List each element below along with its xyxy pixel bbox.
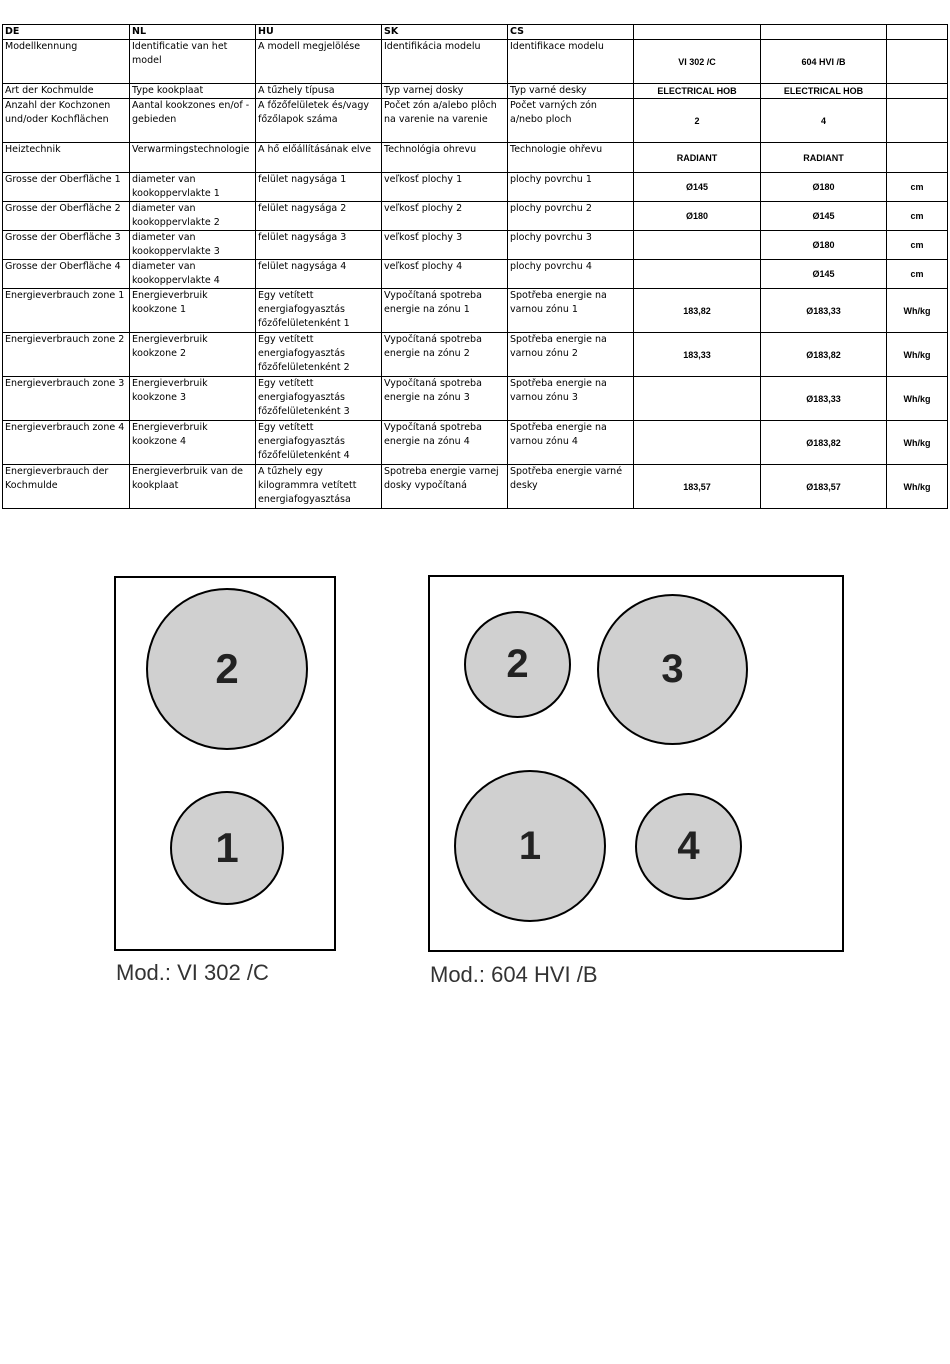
- label-cell: Vypočítaná spotreba energie na zónu 2: [382, 333, 508, 377]
- label-cell: Energieverbrauch zone 3: [3, 377, 130, 421]
- specification-table: [2, 24, 948, 509]
- label-cell: Type kookplaat: [130, 84, 256, 99]
- value-cell: 183,33: [634, 333, 761, 377]
- label-cell: Vypočítaná spotreba energie na zónu 3: [382, 377, 508, 421]
- zone-number: 1: [215, 824, 239, 871]
- hob-diagram-vi-302: [114, 576, 336, 951]
- value-cell: Wh/kg: [887, 421, 948, 465]
- label-cell: Energieverbrauch zone 1: [3, 289, 130, 333]
- value-cell: Ø145: [761, 202, 887, 231]
- value-cell: Ø180: [761, 231, 887, 260]
- label-cell: Spotřeba energie na varnou zónu 1: [508, 289, 634, 333]
- zone-number: 2: [215, 645, 239, 692]
- label-cell: Technologie ohřevu: [508, 143, 634, 173]
- value-cell: Wh/kg: [887, 333, 948, 377]
- label-cell: veľkosť plochy 4: [382, 260, 508, 289]
- cooking-zone-2: [464, 611, 571, 718]
- label-cell: diameter van kookoppervlakte 3: [130, 231, 256, 260]
- table-row: [3, 231, 948, 260]
- value-cell: [887, 40, 948, 84]
- label-cell: Verwarmingstechnologie: [130, 143, 256, 173]
- label-cell: Anzahl der Kochzonen und/oder Kochflächen: [3, 99, 130, 143]
- label-cell: Energieverbruik kookzone 2: [130, 333, 256, 377]
- value-cell: [634, 421, 761, 465]
- value-cell: VI 302 /C: [634, 40, 761, 84]
- label-cell: Egy vetített energiafogyasztás főzőfelületenként 2: [256, 333, 382, 377]
- label-cell: Spotreba energie varnej dosky vypočítaná: [382, 465, 508, 509]
- value-cell: [887, 84, 948, 99]
- value-cell: [634, 377, 761, 421]
- column-header: SK: [382, 25, 508, 40]
- column-header: DE: [3, 25, 130, 40]
- zone-number: 3: [661, 647, 684, 691]
- label-cell: Heiztechnik: [3, 143, 130, 173]
- column-header: [634, 25, 761, 40]
- zone-number: 1: [518, 823, 542, 868]
- label-cell: Grosse der Oberfläche 2: [3, 202, 130, 231]
- value-cell: Wh/kg: [887, 465, 948, 509]
- label-cell: Aantal kookzones en/of -gebieden: [130, 99, 256, 143]
- label-cell: Spotřeba energie na varnou zónu 4: [508, 421, 634, 465]
- label-cell: Počet varných zón a/nebo ploch: [508, 99, 634, 143]
- label-cell: plochy povrchu 3: [508, 231, 634, 260]
- value-cell: ELECTRICAL HOB: [761, 84, 887, 99]
- label-cell: Spotřeba energie na varnou zónu 2: [508, 333, 634, 377]
- label-cell: Typ varnej dosky: [382, 84, 508, 99]
- label-cell: Grosse der Oberfläche 3: [3, 231, 130, 260]
- value-cell: Wh/kg: [887, 377, 948, 421]
- table-row: [3, 40, 948, 84]
- cooking-zone-2: [146, 588, 308, 750]
- label-cell: Identificatie van het model: [130, 40, 256, 84]
- value-cell: 604 HVI /B: [761, 40, 887, 84]
- label-cell: veľkosť plochy 2: [382, 202, 508, 231]
- label-cell: felület nagysága 1: [256, 173, 382, 202]
- value-cell: RADIANT: [761, 143, 887, 173]
- cooking-zone-1: [170, 791, 284, 905]
- value-cell: Ø183,82: [761, 333, 887, 377]
- value-cell: 4: [761, 99, 887, 143]
- hob-diagram-604-hvi: [428, 575, 844, 952]
- table-row: [3, 143, 948, 173]
- label-cell: felület nagysága 3: [256, 231, 382, 260]
- label-cell: Identifikácia modelu: [382, 40, 508, 84]
- table-row: [3, 173, 948, 202]
- label-cell: Energieverbrauch der Kochmulde: [3, 465, 130, 509]
- label-cell: Energieverbruik kookzone 1: [130, 289, 256, 333]
- table-row: [3, 377, 948, 421]
- column-header: CS: [508, 25, 634, 40]
- column-header: NL: [130, 25, 256, 40]
- label-cell: Energieverbruik kookzone 3: [130, 377, 256, 421]
- value-cell: Ø180: [761, 173, 887, 202]
- value-cell: RADIANT: [634, 143, 761, 173]
- label-cell: A tűzhely típusa: [256, 84, 382, 99]
- table-row: [3, 289, 948, 333]
- value-cell: Ø183,33: [761, 377, 887, 421]
- column-header: [887, 25, 948, 40]
- value-cell: Ø180: [634, 202, 761, 231]
- table-row: [3, 465, 948, 509]
- label-cell: felület nagysága 2: [256, 202, 382, 231]
- label-cell: plochy povrchu 1: [508, 173, 634, 202]
- value-cell: cm: [887, 173, 948, 202]
- value-cell: [634, 231, 761, 260]
- label-cell: felület nagysága 4: [256, 260, 382, 289]
- label-cell: A főzőfelületek és/vagy főzőlapok száma: [256, 99, 382, 143]
- label-cell: Energieverbrauch zone 4: [3, 421, 130, 465]
- column-header: HU: [256, 25, 382, 40]
- value-cell: cm: [887, 231, 948, 260]
- label-cell: Energieverbruik van de kookplaat: [130, 465, 256, 509]
- label-cell: A tűzhely egy kilogrammra vetített energiafogyasztása: [256, 465, 382, 509]
- label-cell: diameter van kookoppervlakte 4: [130, 260, 256, 289]
- value-cell: [887, 99, 948, 143]
- value-cell: ELECTRICAL HOB: [634, 84, 761, 99]
- table-row: [3, 202, 948, 231]
- cooking-zone-3: [597, 594, 748, 745]
- label-cell: Grosse der Oberfläche 1: [3, 173, 130, 202]
- table-row: [3, 333, 948, 377]
- label-cell: A modell megjelölése: [256, 40, 382, 84]
- hob-caption: Mod.: VI 302 /C: [116, 960, 269, 985]
- label-cell: Egy vetített energiafogyasztás főzőfelületenként 4: [256, 421, 382, 465]
- label-cell: Egy vetített energiafogyasztás főzőfelületenként 3: [256, 377, 382, 421]
- column-header: [761, 25, 887, 40]
- table-row: [3, 421, 948, 465]
- label-cell: Grosse der Oberfläche 4: [3, 260, 130, 289]
- label-cell: Typ varné desky: [508, 84, 634, 99]
- value-cell: 183,57: [634, 465, 761, 509]
- label-cell: veľkosť plochy 1: [382, 173, 508, 202]
- table-header-row: [3, 25, 948, 40]
- value-cell: Wh/kg: [887, 289, 948, 333]
- value-cell: [634, 260, 761, 289]
- label-cell: Identifikace modelu: [508, 40, 634, 84]
- table-row: [3, 260, 948, 289]
- label-cell: Energieverbruik kookzone 4: [130, 421, 256, 465]
- value-cell: 2: [634, 99, 761, 143]
- label-cell: Spotřeba energie na varnou zónu 3: [508, 377, 634, 421]
- value-cell: [887, 143, 948, 173]
- cooking-zone-4: [635, 793, 742, 900]
- label-cell: Počet zón a/alebo plôch na varenie na varenie: [382, 99, 508, 143]
- label-cell: Technológia ohrevu: [382, 143, 508, 173]
- value-cell: Ø145: [634, 173, 761, 202]
- table-row: [3, 84, 948, 99]
- value-cell: Ø183,33: [761, 289, 887, 333]
- value-cell: Ø183,57: [761, 465, 887, 509]
- zone-number: 2: [506, 642, 529, 686]
- label-cell: Art der Kochmulde: [3, 84, 130, 99]
- value-cell: cm: [887, 202, 948, 231]
- label-cell: veľkosť plochy 3: [382, 231, 508, 260]
- label-cell: Energieverbrauch zone 2: [3, 333, 130, 377]
- label-cell: Egy vetített energiafogyasztás főzőfelületenként 1: [256, 289, 382, 333]
- zone-number: 4: [677, 824, 700, 868]
- label-cell: plochy povrchu 2: [508, 202, 634, 231]
- value-cell: cm: [887, 260, 948, 289]
- label-cell: Spotřeba energie varné desky: [508, 465, 634, 509]
- cooking-zone-1: [454, 770, 606, 922]
- value-cell: Ø145: [761, 260, 887, 289]
- label-cell: A hő előállításának elve: [256, 143, 382, 173]
- label-cell: plochy povrchu 4: [508, 260, 634, 289]
- label-cell: Vypočítaná spotreba energie na zónu 4: [382, 421, 508, 465]
- value-cell: Ø183,82: [761, 421, 887, 465]
- label-cell: Modellkennung: [3, 40, 130, 84]
- value-cell: 183,82: [634, 289, 761, 333]
- hob-caption: Mod.: 604 HVI /B: [430, 962, 598, 987]
- label-cell: diameter van kookoppervlakte 1: [130, 173, 256, 202]
- label-cell: diameter van kookoppervlakte 2: [130, 202, 256, 231]
- label-cell: Vypočítaná spotreba energie na zónu 1: [382, 289, 508, 333]
- table-row: [3, 99, 948, 143]
